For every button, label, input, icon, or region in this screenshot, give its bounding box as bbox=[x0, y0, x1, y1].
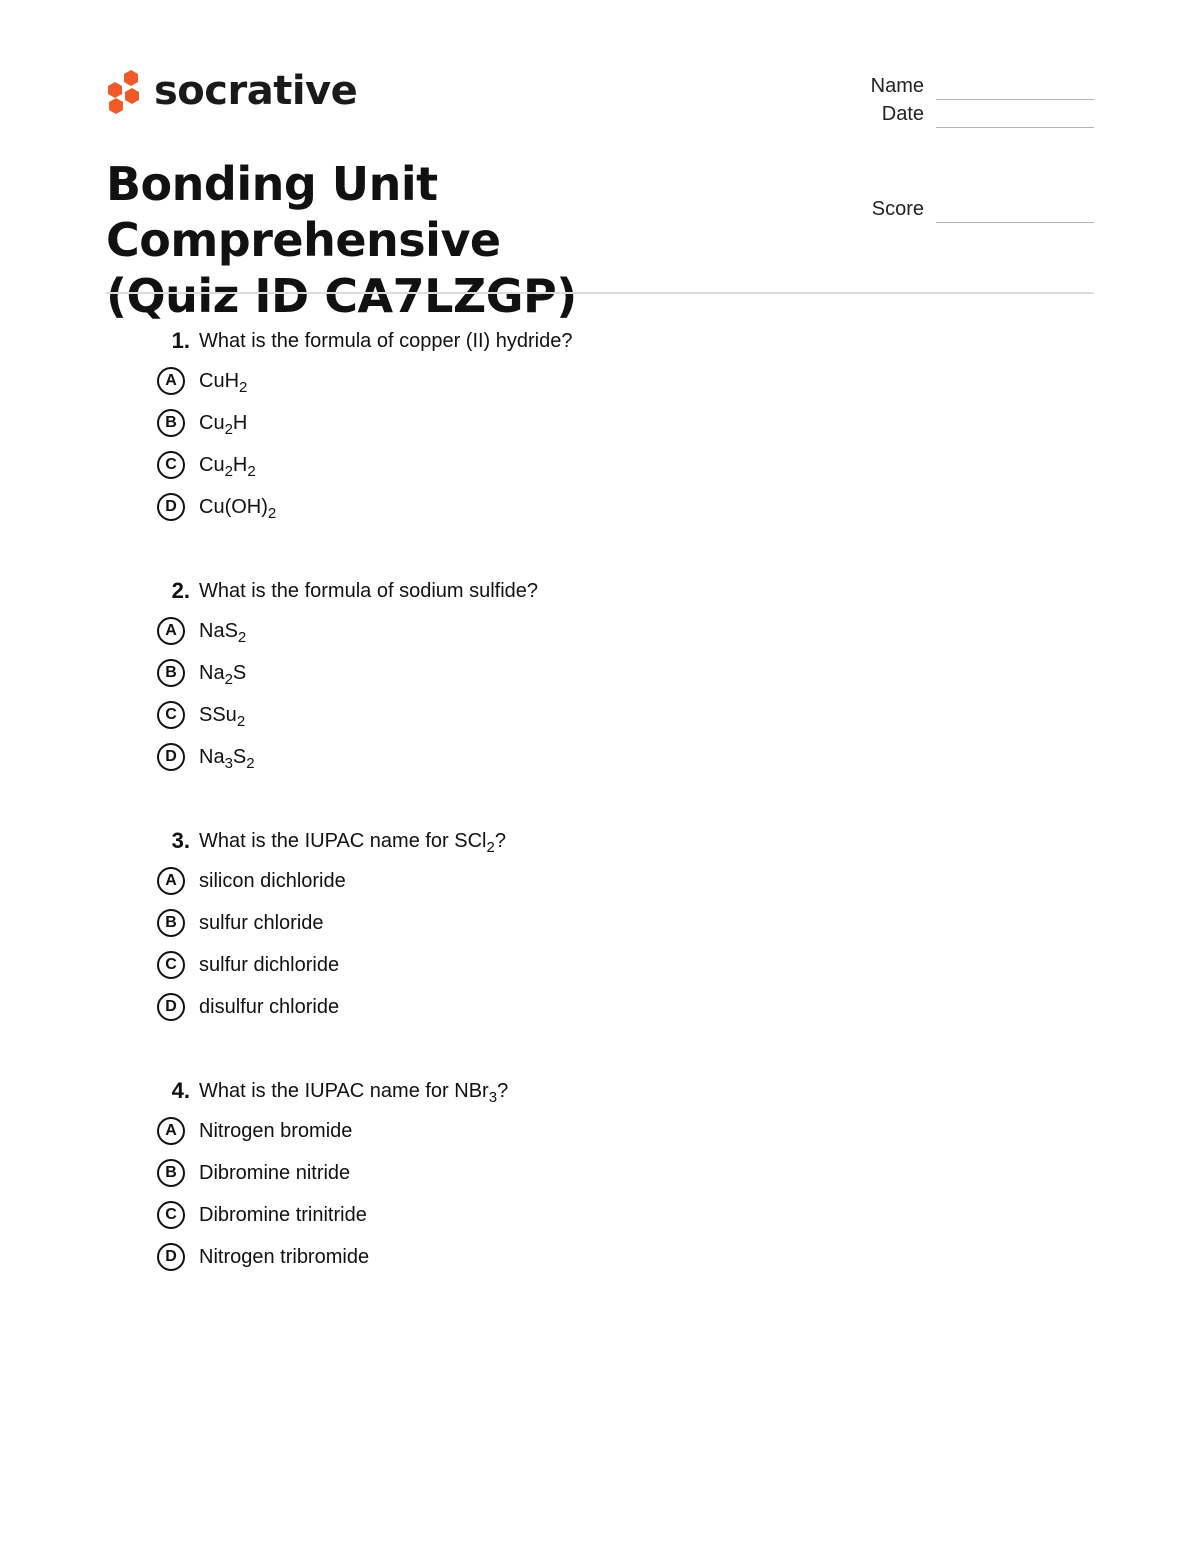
text-segment: S bbox=[232, 661, 247, 684]
option-letter-badge[interactable]: D bbox=[157, 493, 185, 521]
option-text bbox=[199, 369, 248, 396]
text-segment: sulfur dichloride bbox=[199, 953, 340, 976]
name-field[interactable] bbox=[854, 72, 1094, 102]
option-letter-badge[interactable]: D bbox=[157, 1243, 185, 1271]
text-segment: Nitrogen tribromide bbox=[199, 1245, 370, 1268]
text-segment: H bbox=[232, 411, 248, 434]
text-segment: What is the formula of sodium sulfide? bbox=[199, 579, 539, 602]
question-3 bbox=[156, 822, 1056, 1072]
answer-option-b[interactable] bbox=[156, 902, 1056, 944]
header-divider bbox=[106, 292, 1094, 294]
brand-name: socrative bbox=[154, 68, 358, 114]
answer-option-a[interactable] bbox=[156, 610, 1056, 652]
answer-option-a[interactable] bbox=[156, 360, 1056, 402]
question-4 bbox=[156, 1072, 1056, 1322]
socrative-logo bbox=[106, 68, 357, 114]
question-header bbox=[156, 572, 1056, 610]
logo-hexagon bbox=[124, 70, 138, 86]
answer-option-a[interactable] bbox=[156, 1110, 1056, 1152]
subscript: 2 bbox=[224, 420, 233, 438]
option-text bbox=[199, 1246, 369, 1269]
text-segment: silicon dichloride bbox=[199, 869, 346, 892]
text-segment: Na bbox=[199, 661, 225, 684]
option-letter-badge[interactable]: B bbox=[157, 1159, 185, 1187]
score-line[interactable] bbox=[936, 222, 1094, 223]
option-letter-badge[interactable]: A bbox=[157, 1117, 185, 1145]
option-letter-badge[interactable]: B bbox=[157, 909, 185, 937]
question-number: 1. bbox=[171, 328, 190, 353]
question-1 bbox=[156, 322, 1056, 572]
answer-option-d[interactable] bbox=[156, 736, 1056, 778]
option-text bbox=[199, 1120, 352, 1143]
date-label: Date bbox=[881, 103, 924, 125]
text-segment: ? bbox=[494, 829, 506, 852]
score-field[interactable] bbox=[854, 195, 1094, 225]
text-segment: S bbox=[232, 745, 247, 768]
option-text bbox=[199, 411, 248, 438]
subscript: 2 bbox=[247, 462, 256, 480]
answer-option-d[interactable] bbox=[156, 1236, 1056, 1278]
option-letter-badge[interactable]: D bbox=[157, 743, 185, 771]
option-text bbox=[199, 703, 246, 730]
text-segment: disulfur chloride bbox=[199, 995, 340, 1018]
date-line[interactable] bbox=[936, 127, 1094, 128]
answer-option-a[interactable] bbox=[156, 860, 1056, 902]
option-text bbox=[199, 453, 256, 480]
question-header bbox=[156, 1072, 1056, 1110]
option-letter-badge[interactable]: C bbox=[157, 951, 185, 979]
option-text bbox=[199, 619, 247, 646]
option-letter-badge[interactable]: C bbox=[157, 1201, 185, 1229]
option-letter-badge[interactable]: A bbox=[157, 867, 185, 895]
option-text bbox=[199, 495, 277, 522]
text-segment: What is the IUPAC name for SCl bbox=[199, 829, 487, 852]
answer-option-b[interactable] bbox=[156, 652, 1056, 694]
title-line-2: (Quiz ID CA7LZGP) bbox=[106, 269, 577, 323]
question-number: 4. bbox=[171, 1078, 190, 1103]
logo-hexagon bbox=[125, 88, 139, 104]
question-text bbox=[199, 580, 538, 603]
question-list bbox=[156, 322, 1056, 1322]
subscript: 2 bbox=[224, 670, 233, 688]
subscript: 3 bbox=[488, 1088, 498, 1106]
option-text bbox=[199, 954, 339, 977]
answer-option-d[interactable] bbox=[156, 986, 1056, 1028]
question-text bbox=[199, 330, 573, 353]
answer-option-b[interactable] bbox=[156, 1152, 1056, 1194]
text-segment: Cu bbox=[199, 411, 225, 434]
date-field[interactable] bbox=[854, 100, 1094, 130]
subscript: 2 bbox=[246, 754, 255, 772]
text-segment: Nitrogen bromide bbox=[199, 1119, 353, 1142]
answer-option-c[interactable] bbox=[156, 444, 1056, 486]
option-letter-badge[interactable]: B bbox=[157, 659, 185, 687]
text-segment: What is the IUPAC name for NBr bbox=[199, 1079, 489, 1102]
question-2 bbox=[156, 572, 1056, 822]
question-text bbox=[199, 829, 506, 856]
text-segment: sulfur chloride bbox=[199, 911, 324, 934]
page-header bbox=[106, 68, 1094, 323]
option-letter-badge[interactable]: A bbox=[157, 367, 185, 395]
question-text bbox=[199, 1079, 509, 1106]
answer-option-b[interactable] bbox=[156, 402, 1056, 444]
answer-option-c[interactable] bbox=[156, 694, 1056, 736]
answer-option-c[interactable] bbox=[156, 944, 1056, 986]
question-header bbox=[156, 822, 1056, 860]
text-segment: Dibromine nitride bbox=[199, 1161, 351, 1184]
name-label: Name bbox=[870, 75, 924, 97]
option-letter-badge[interactable]: D bbox=[157, 993, 185, 1021]
logo-hexagon bbox=[109, 98, 123, 114]
option-text bbox=[199, 1162, 350, 1185]
option-text bbox=[199, 870, 346, 893]
text-segment: NaS bbox=[199, 619, 238, 642]
question-number: 2. bbox=[171, 578, 190, 603]
hexagon-cluster-icon bbox=[106, 68, 142, 114]
text-segment: SSu bbox=[199, 703, 237, 726]
option-letter-badge[interactable]: B bbox=[157, 409, 185, 437]
question-header bbox=[156, 322, 1056, 360]
page-title bbox=[106, 156, 826, 324]
answer-option-d[interactable] bbox=[156, 486, 1056, 528]
option-text bbox=[199, 1204, 367, 1227]
text-segment: Na bbox=[199, 745, 225, 768]
text-segment: What is the formula of copper (II) hydride? bbox=[199, 329, 573, 352]
subscript: 2 bbox=[237, 628, 247, 646]
logo-hexagon bbox=[108, 82, 122, 98]
text-segment: ? bbox=[497, 1079, 509, 1102]
subscript: 3 bbox=[224, 754, 233, 772]
text-segment: H bbox=[232, 453, 248, 476]
text-segment: Cu bbox=[199, 453, 225, 476]
option-text bbox=[199, 661, 247, 688]
question-number: 3. bbox=[171, 828, 190, 853]
subscript: 2 bbox=[224, 462, 233, 480]
text-segment: Cu(OH) bbox=[199, 495, 268, 518]
subscript: 2 bbox=[267, 504, 277, 522]
option-text bbox=[199, 996, 339, 1019]
option-letter-badge[interactable]: C bbox=[157, 451, 185, 479]
option-text bbox=[199, 745, 255, 772]
title-line-1: Bonding Unit Comprehensive bbox=[106, 157, 501, 267]
answer-option-c[interactable] bbox=[156, 1194, 1056, 1236]
option-letter-badge[interactable]: A bbox=[157, 617, 185, 645]
option-letter-badge[interactable]: C bbox=[157, 701, 185, 729]
text-segment: CuH bbox=[199, 369, 240, 392]
option-text bbox=[199, 912, 324, 935]
subscript: 2 bbox=[236, 712, 246, 730]
subscript: 2 bbox=[486, 838, 495, 856]
score-label: Score bbox=[871, 198, 924, 220]
text-segment: Dibromine trinitride bbox=[199, 1203, 367, 1226]
subscript: 2 bbox=[239, 378, 248, 396]
